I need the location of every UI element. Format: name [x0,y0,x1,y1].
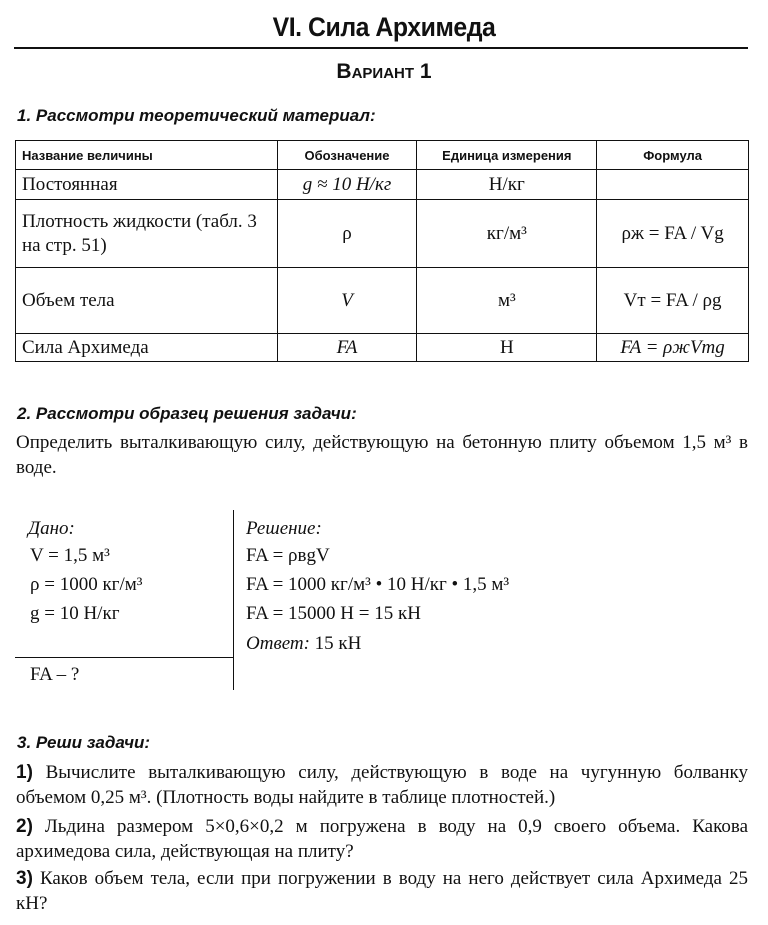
row-unit: Н/кг [417,170,597,200]
title-divider [14,47,748,49]
row-unit: кг/м³ [417,200,597,268]
row-unit: м³ [417,268,597,334]
row-unit: Н [417,334,597,362]
given-item: ρ = 1000 кг/м³ [30,574,143,595]
header-symbol: Обозначение [277,141,417,170]
solution-line: FA = 15000 Н = 15 кН [246,603,421,624]
row-symbol: V [277,268,417,334]
solution-label: Решение: [246,518,322,539]
row-name: Объем тела [16,268,278,334]
given-find-divider [15,657,233,658]
task-item [16,866,748,916]
given-solution-divider [233,510,234,690]
chapter-title: VI. Сила Архимеда [272,12,496,42]
row-formula [597,170,749,200]
given-item: g = 10 Н/кг [30,603,120,624]
table-row [16,170,749,200]
row-name: Сила Архимеда [16,334,278,362]
header-name: Название величины [16,141,278,170]
row-formula: FA = ρжVтg [597,334,749,362]
header-formula: Формула [597,141,749,170]
task-number: 1) [16,762,33,783]
given-item: V = 1,5 м³ [30,545,110,566]
row-symbol: g ≈ 10 Н/кг [277,170,417,200]
table-row [16,268,749,334]
row-name: Постоянная [16,170,278,200]
table-row [16,200,749,268]
row-symbol: ρ [277,200,417,268]
section3-heading: 3. Реши задачи: [17,733,151,752]
theory-table [15,140,749,362]
variant-title: Вариант 1 [336,60,432,83]
section1-heading: 1. Рассмотри теоретический материал: [17,106,376,125]
given-label: Дано: [28,518,75,539]
table-row [16,334,749,362]
task-text: Льдина размером 5×0,6×0,2 м погружена в воду на 0,9 своего объема. Какова архимедова сила, действующая на плиту? [16,816,748,862]
solution-line: FA = ρвgV [246,545,330,566]
row-formula: ρж = FA / Vg [597,200,749,268]
task-text: Каков объем тела, если при погружении в воду на него действует сила Архимеда 25 кН? [16,868,749,914]
find-item: FA – ? [30,664,80,685]
answer-line [246,629,361,658]
task-text: Вычислите выталкивающую силу, действующую в воде на чугунную болванку объемом 0,25 м³. (Плотность воды найдите в таблице плотностей.) [16,762,748,808]
sample-problem-text: Определить выталкивающую силу, действующую на бетонную плиту объемом 1,5 м³ в воде. [16,432,748,478]
row-formula: Vт = FA / ρg [597,268,749,334]
task-number: 3) [16,868,33,889]
table-header-row [16,141,749,170]
answer-value: 15 кН [314,633,362,654]
task-item [16,760,748,810]
header-unit: Единица измерения [417,141,597,170]
task-number: 2) [16,816,33,837]
task-item [16,814,748,864]
solution-line: FA = 1000 кг/м³ • 10 Н/кг • 1,5 м³ [246,574,510,595]
answer-label: Ответ: [246,633,310,654]
section2-heading: 2. Рассмотри образец решения задачи: [17,404,357,423]
row-symbol: FA [277,334,417,362]
row-name: Плотность жидкости (табл. 3 на стр. 51) [16,200,278,268]
